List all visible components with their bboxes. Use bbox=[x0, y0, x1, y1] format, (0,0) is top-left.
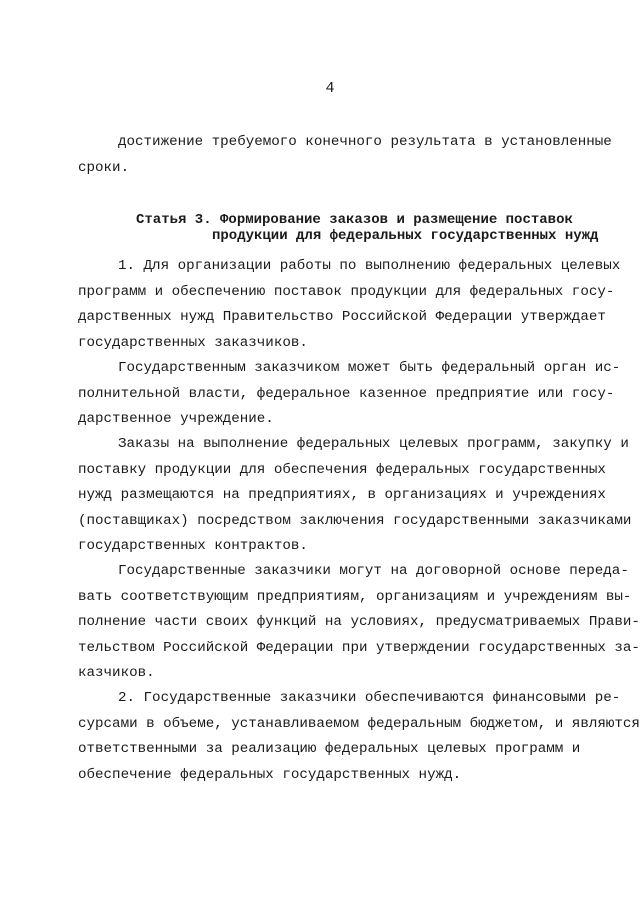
text-line: полнительной власти, федеральное казенное предприятие или госу- bbox=[78, 385, 615, 402]
paragraph-4 bbox=[78, 559, 640, 687]
text-line: поставку продукции для обеспечения федеральных государственных bbox=[78, 461, 606, 478]
paragraph-3 bbox=[78, 432, 632, 560]
text-line: сурсами в объеме, устанавливаемом федеральным бюджетом, и являются bbox=[78, 715, 640, 732]
intro-paragraph bbox=[78, 130, 612, 181]
text-line: тельством Российской Федерации при утверждении государственных за- bbox=[78, 639, 640, 656]
text-line: казчиков. bbox=[78, 665, 155, 681]
text-line: достижение требуемого конечного результата в установленные bbox=[118, 134, 612, 150]
text-line: 2. Государственные заказчики обеспечиваются финансовыми ре- bbox=[118, 690, 621, 706]
paragraph-2 bbox=[78, 356, 621, 433]
text-line: 1. Для организации работы по выполнению федеральных целевых bbox=[118, 258, 621, 274]
text-line: вать соответствующим предприятиям, организациям и учреждениям вы- bbox=[78, 588, 632, 605]
text-line: ответственными за реализацию федеральных целевых программ и bbox=[78, 741, 581, 757]
text-line: государственных заказчиков. bbox=[78, 334, 308, 351]
article-title-line-2: продукции для федеральных государственных нужд bbox=[212, 228, 599, 244]
text-line: государственных контрактов. bbox=[78, 538, 308, 554]
text-line: Заказы на выполнение федеральных целевых программ, закупку и bbox=[118, 436, 629, 452]
paragraph-5 bbox=[78, 686, 640, 788]
text-line: дарственное учреждение. bbox=[78, 411, 274, 427]
text-line: Государственным заказчиком может быть федеральный орган ис- bbox=[118, 360, 621, 376]
text-line: нужд размещаются на предприятиях, в организациях и учреждениях bbox=[78, 487, 606, 503]
text-line: полнение части своих функций на условиях, предусматриваемых Прави- bbox=[78, 614, 640, 630]
article-title-line-1: Статья 3. Формирование заказов и размещение поставок bbox=[136, 212, 573, 228]
page-number: 4 bbox=[325, 80, 335, 97]
text-line: Государственные заказчики могут на договорной основе переда- bbox=[118, 563, 629, 579]
text-line: обеспечение федеральных государственных нужд. bbox=[78, 766, 462, 783]
paragraph-1 bbox=[78, 254, 621, 356]
text-line: программ и обеспечению поставок продукции для федеральных госу- bbox=[78, 283, 615, 300]
article-heading bbox=[78, 212, 599, 244]
text-line: (поставщиках) посредством заключения государственными заказчиками bbox=[78, 512, 632, 529]
text-line: сроки. bbox=[78, 159, 130, 176]
text-line: дарственных нужд Правительство Российской Федерации утверждает bbox=[78, 309, 606, 325]
